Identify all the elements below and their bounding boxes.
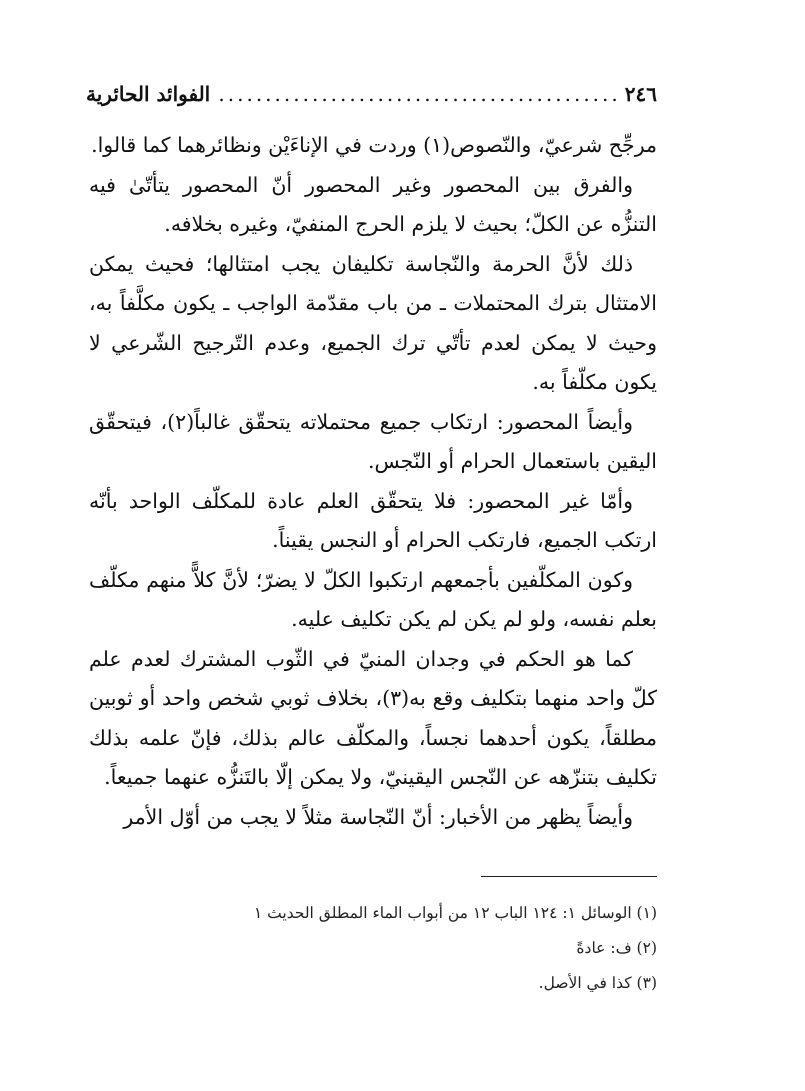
paragraph: وأمّا غير المحصور: فلا يتحقّق العلم عادة للمكلّف الواحد بأنّه ارتكب الجميع، فارتكب الحرام أو النجس يقيناً. — [89, 488, 657, 552]
paragraph: وأيضاً المحصور: ارتكاب جميع محتملاته يتحقّق غالباً(٢)، فيتحقّق اليقين باستعمال الحرام أو النّجس. — [89, 409, 657, 473]
footnote: (١) الوسائل ١: ١٢٤ الباب ١٢ من أبواب الماء المطلق الحديث ١ — [253, 904, 657, 922]
paragraph: وأيضاً يظهر من الأخبار: أنّ النّجاسة مثلاً لا يجب من أوّل الأمر — [123, 804, 633, 829]
paragraph: وكون المكلّفين بأجمعهم ارتكبوا الكلّ لا يضرّ؛ لأنَّ كلاًّ منهم مكلّف بعلم نفسه، ولو لم يكن لم يكن تكليف عليه. — [89, 567, 657, 631]
main-text — [89, 126, 657, 837]
paragraph: مرجِّح شرعيّ، والنّصوص(١) وردت في الإناءَيْن ونظائرهما كما قالوا. — [91, 133, 657, 157]
page-number: ٢٤٦ — [624, 82, 657, 106]
footnotes — [89, 896, 657, 1001]
paragraph: كما هو الحكم في وجدان المنيّ في الثّوب المشترك لعدم علم كلّ واحد منهما بتكليف وقع به(٣)، بخلاف ثوبي شخص واحد أو ثوبين مطلقاً، يكون أحدهما نجساً، والمكلّف عالم بذلك، فإنّ علمه بذلك تكليف بتنزّهه عن النّجس اليقينيّ، ولا يمكن إلّا بالتَنزُّه عنهما جميعاً. — [89, 646, 657, 789]
paragraph: ذلك لأنَّ الحرمة والنّجاسة تكليفان يجب امتثالها؛ فحيث يمكن الامتثال بترك المحتملات ـ من باب مقدّمة الواجب ـ يكون مكلَّفاً به، وحيث لا يمكن لعدم تأتّي ترك الجميع، وعدم التّرجيح الشّرعي لا يكون مكلّفاً به. — [89, 251, 657, 394]
footnote: (٢) ف: عادةً — [576, 939, 657, 957]
paragraph: والفرق بين المحصور وغير المحصور أنّ المحصور يتأتّىٰ فيه التنزُّه عن الكلّ؛ بحيث لا يلزم الحرج المنفيّ، وغيره بخلافه. — [89, 172, 657, 236]
running-header — [86, 82, 657, 112]
footnote-separator — [481, 876, 657, 877]
header-dot-leader — [214, 82, 621, 106]
footnote: (٣) كذا في الأصل. — [538, 974, 657, 992]
book-title: الفوائد الحائرية — [86, 82, 211, 106]
